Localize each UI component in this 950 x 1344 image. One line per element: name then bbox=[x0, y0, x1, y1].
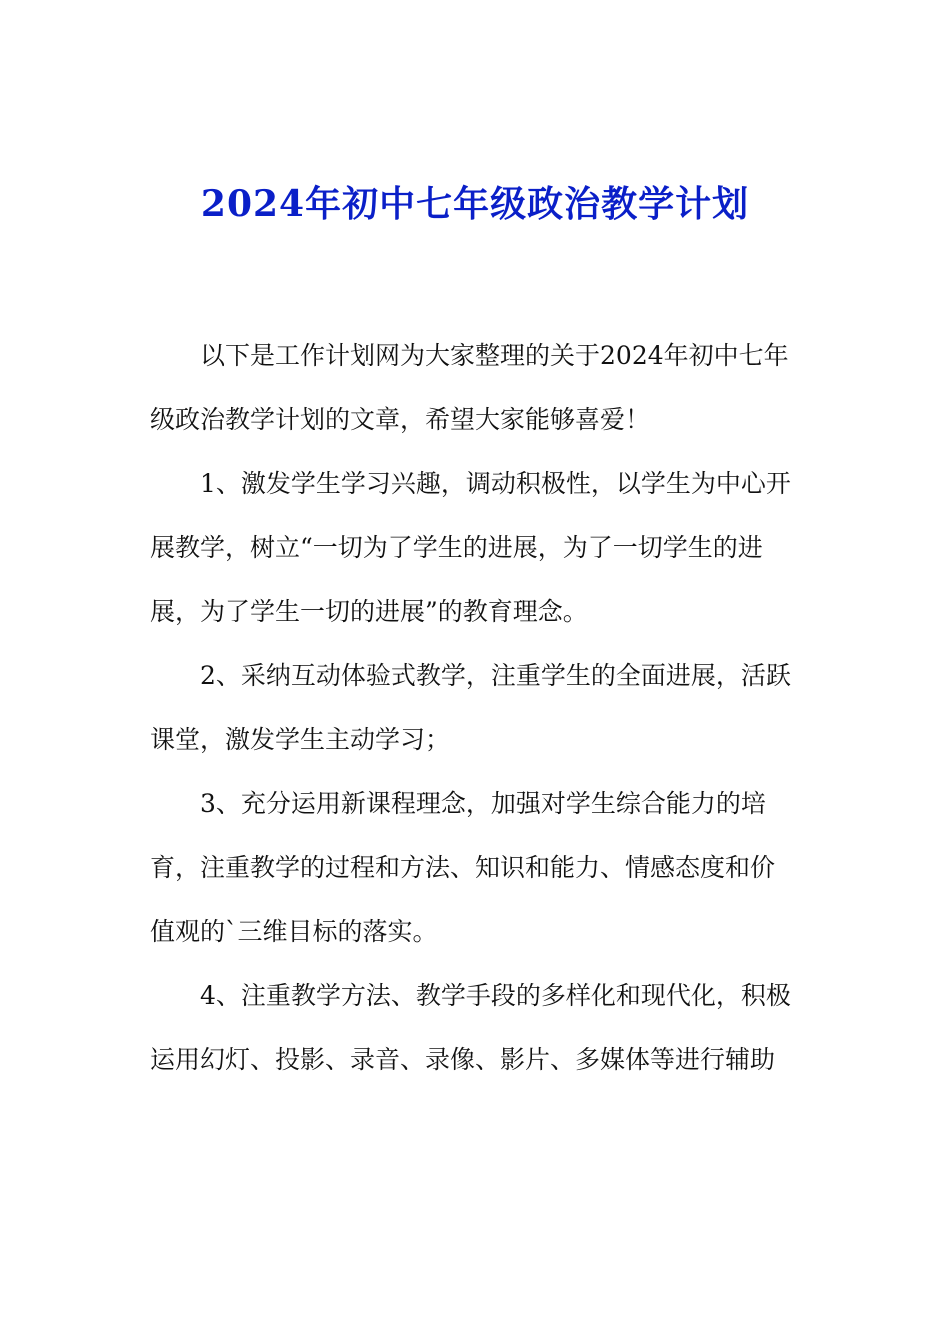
paragraph-line: 展，为了学生一切的进展”的教育理念。 bbox=[150, 597, 588, 626]
document-title: 2024年初中七年级政治教学计划 bbox=[200, 183, 750, 225]
paragraph-line: 4、注重教学方法、教学手段的多样化和现代化，积极 bbox=[200, 981, 791, 1010]
paragraph-line: 值观的`三维目标的落实。 bbox=[150, 917, 438, 946]
paragraph-line: 以下是工作计划网为大家整理的关于2024年初中七年 bbox=[200, 341, 789, 370]
document-body bbox=[150, 327, 805, 1095]
paragraph-line: 级政治教学计划的文章，希望大家能够喜爱！ bbox=[150, 405, 651, 434]
paragraph-line: 课堂，激发学生主动学习； bbox=[150, 725, 451, 754]
paragraph-line: 育，注重教学的过程和方法、知识和能力、情感态度和价 bbox=[150, 853, 776, 882]
paragraph-line: 2、采纳互动体验式教学，注重学生的全面进展，活跃 bbox=[200, 661, 791, 690]
paragraph-line: 3、充分运用新课程理念，加强对学生综合能力的培 bbox=[200, 789, 766, 818]
paragraph-line: 1、激发学生学习兴趣，调动积极性，以学生为中心开 bbox=[200, 469, 791, 498]
paragraph-line: 展教学，树立“一切为了学生的进展，为了一切学生的进 bbox=[150, 533, 763, 562]
paragraph-line: 运用幻灯、投影、录音、录像、影片、多媒体等进行辅助 bbox=[150, 1045, 776, 1074]
